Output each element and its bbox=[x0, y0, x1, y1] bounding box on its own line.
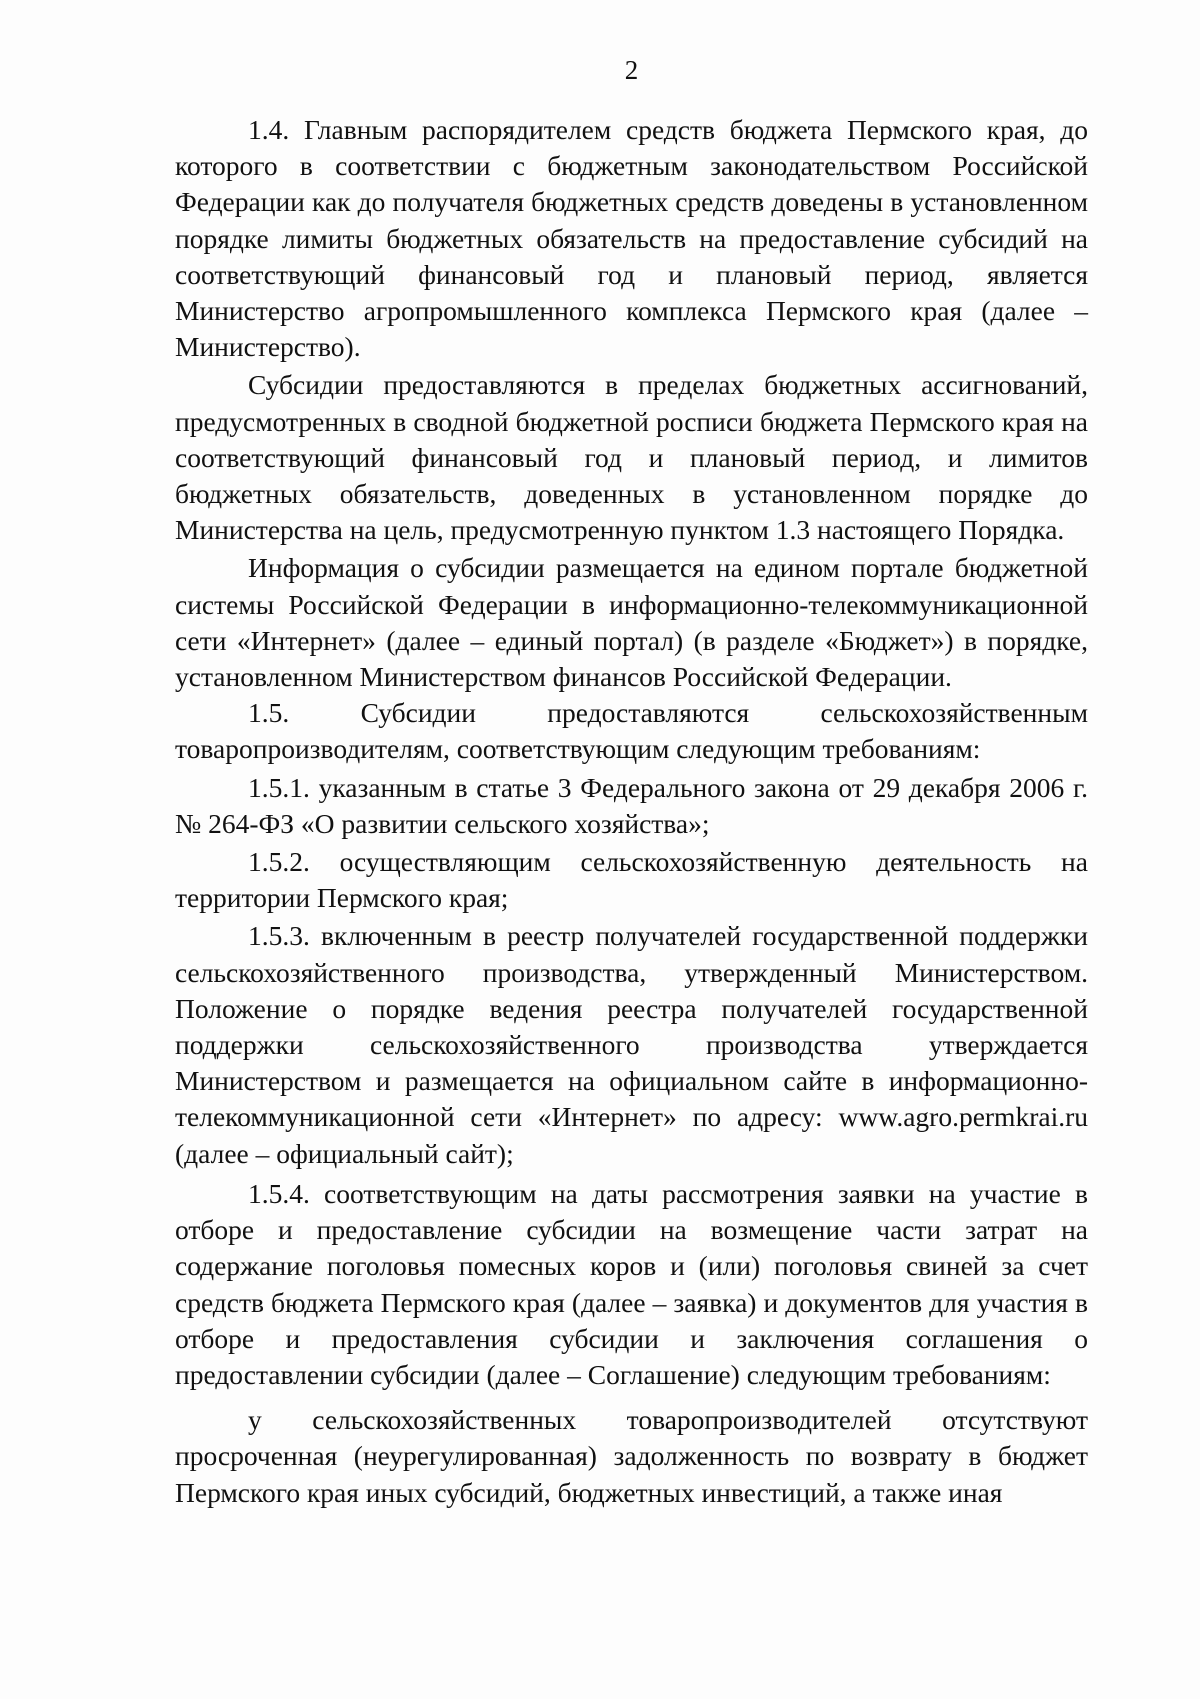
paragraph-1-5-3: 1.5.3. включенным в реестр получателей государственной поддержки сельскохозяйственного производства, утвержденный Министерством. Положение о порядке ведения реестра получателей государственной поддержки сельскохозяйственного производства утверждается Министерством и размещается на официальном сайте в информационно-телекоммуникационной сети «Интернет» по адресу: www.agro.permkrai.ru (далее – официальный сайт); bbox=[175, 920, 1088, 1169]
paragraph-1-5-1: 1.5.1. указанным в статье 3 Федерального закона от 29 декабря 2006 г. № 264-ФЗ «О развитии сельского хозяйства»; bbox=[175, 771, 1088, 839]
document-body bbox=[175, 112, 1088, 1511]
paragraph-subsidy-limits: Субсидии предоставляются в пределах бюджетных ассигнований, предусмотренных в сводной бюджетной росписи бюджета Пермского края на соответствующий финансовый год и плановый период, и лимитов бюджетных обязательств, доведенных в установленном порядке до Министерства на цель, предусмотренную пунктом 1.3 настоящего Порядка. bbox=[175, 369, 1088, 546]
paragraph-1-5-2: 1.5.2. осуществляющим сельскохозяйственную деятельность на территории Пермского края; bbox=[175, 846, 1088, 914]
paragraph-1-4: 1.4. Главным распорядителем средств бюджета Пермского края, до которого в соответствии с бюджетным законодательством Российской Федерации как до получателя бюджетных средств доведены в установленном порядке лимиты бюджетных обязательств на предоставление субсидий на соответствующий финансовый год и плановый период, является Министерство агропромышленного комплекса Пермского края (далее – Министерство). bbox=[175, 114, 1088, 363]
paragraph-portal-info: Информация о субсидии размещается на едином портале бюджетной системы Российской Федерации в информационно-телекоммуникационной сети «Интернет» (далее – единый портал) (в разделе «Бюджет») в порядке, установленном Министерством финансов Российской Федерации. bbox=[175, 552, 1088, 693]
paragraph-1-5-4: 1.5.4. соответствующим на даты рассмотрения заявки на участие в отборе и предоставление субсидии на возмещение части затрат на содержание поголовья помесных коров и (или) поголовья свиней за счет средств бюджета Пермского края (далее – заявка) и документов для участия в отборе и предоставления субсидии и заключения соглашения о предоставлении субсидии (далее – Соглашение) следующим требованиям: bbox=[175, 1177, 1088, 1390]
paragraph-1-5: 1.5. Субсидии предоставляются сельскохозяйственным товаропроизводителям, соответствующим следующим требованиям: bbox=[175, 697, 1088, 765]
paragraph-no-debt: у сельскохозяйственных товаропроизводителей отсутствуют просроченная (неурегулированная) задолженность по возврату в бюджет Пермского края иных субсидий, бюджетных инвестиций, а также иная bbox=[175, 1404, 1088, 1508]
page-number: 2 bbox=[624, 55, 639, 85]
